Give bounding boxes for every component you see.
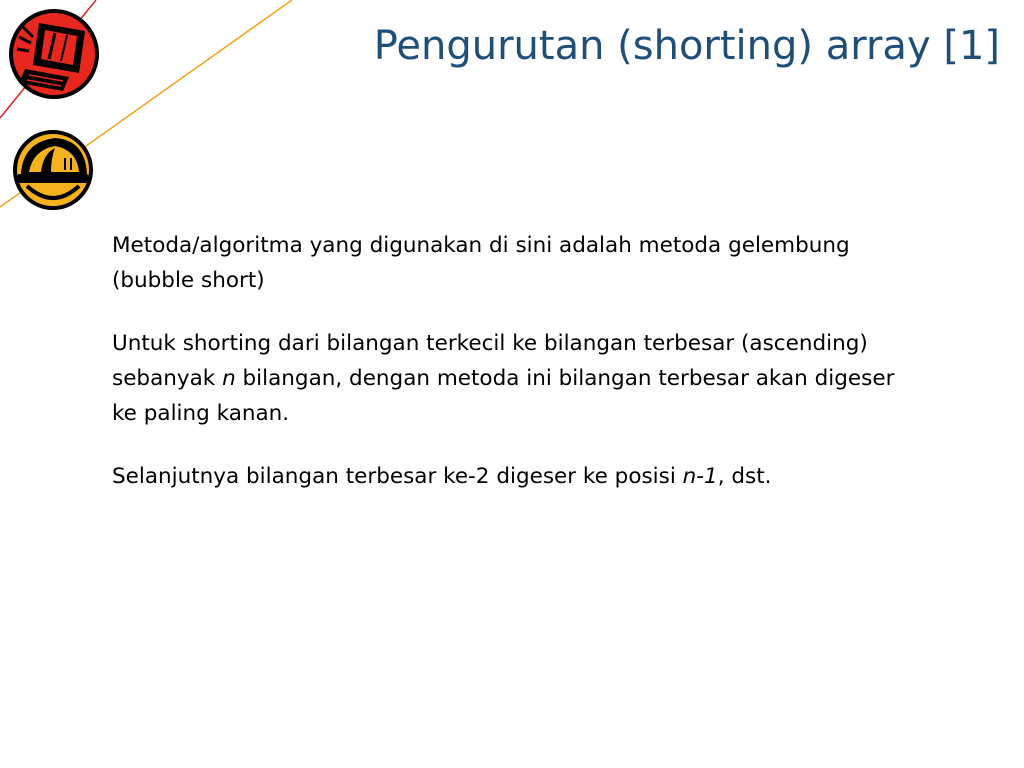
hard-hat-icon bbox=[11, 124, 95, 216]
slide-body bbox=[112, 228, 922, 522]
italic-text: n bbox=[222, 366, 236, 391]
paragraph-text: , dst. bbox=[717, 464, 772, 489]
body-paragraph bbox=[112, 459, 922, 494]
paragraph-text: Untuk shorting dari bilangan terkecil ke bilangan terbesar (ascending) sebanyak bbox=[112, 331, 868, 391]
computer-icon bbox=[9, 7, 99, 101]
slide-title: Pengurutan (shorting) array [1] bbox=[373, 23, 1000, 69]
paragraph-text: Metoda/algoritma yang digunakan di sini adalah metoda gelembung (bubble short) bbox=[112, 233, 850, 293]
body-paragraph bbox=[112, 228, 922, 298]
body-paragraph bbox=[112, 326, 922, 431]
italic-text: n-1 bbox=[682, 464, 718, 489]
paragraph-text: bilangan, dengan metoda ini bilangan terbesar akan digeser ke paling kanan. bbox=[112, 366, 895, 426]
paragraph-text: Selanjutnya bilangan terbesar ke-2 digeser ke posisi bbox=[112, 464, 683, 489]
